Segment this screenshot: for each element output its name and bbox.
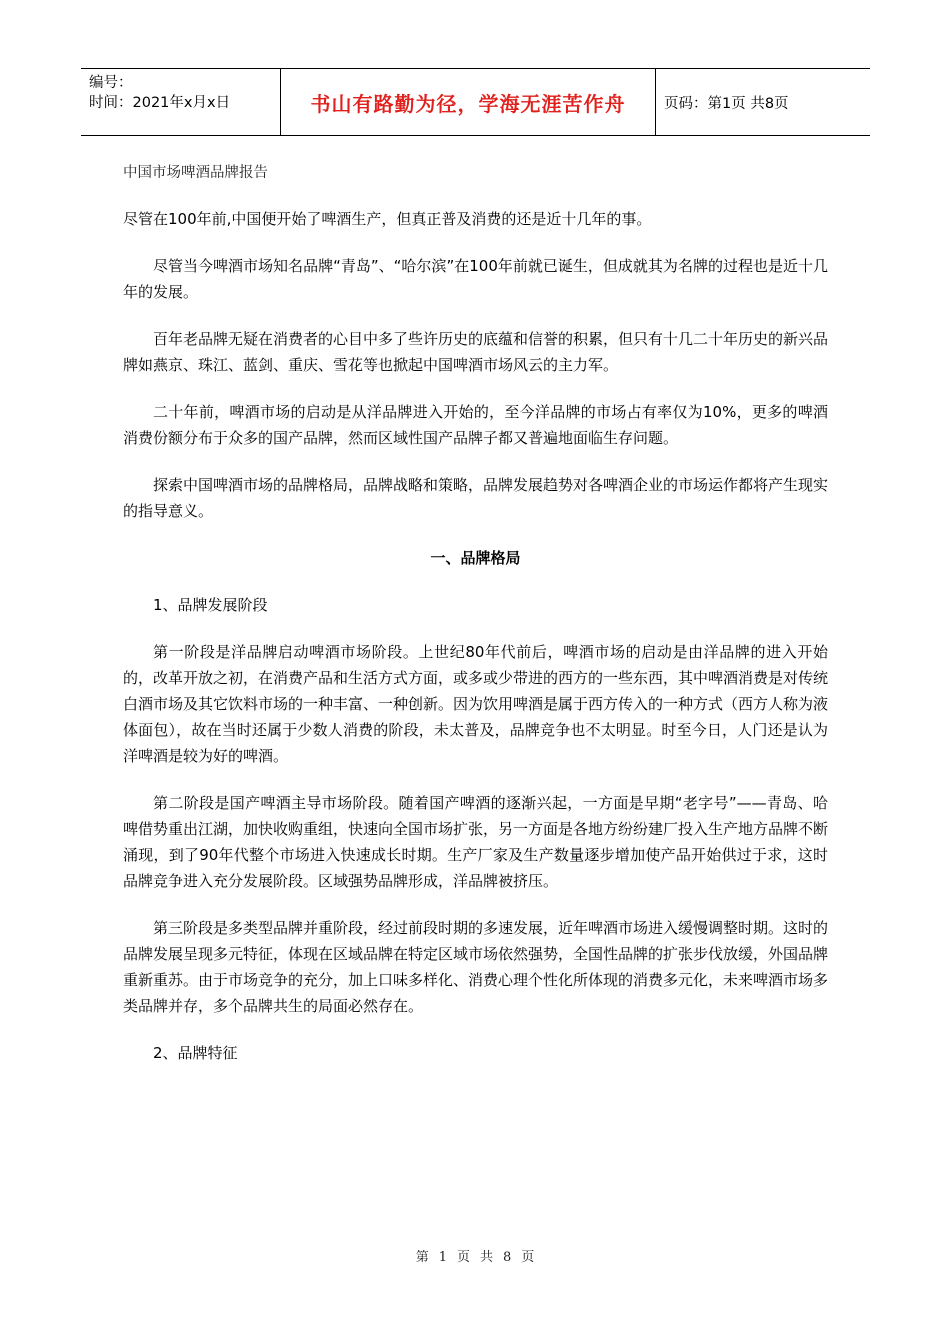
header-meta-cell [81,69,281,135]
number-label: 编号： [89,75,133,91]
page-info: 页码：第1页 共8页 [664,95,789,112]
paragraph: 尽管在100年前,中国便开始了啤酒生产，但真正普及消费的还是近十几年的事。 [123,210,652,228]
subheading: 2、品牌特征 [153,1044,238,1062]
footer-text: 共 [480,1250,494,1265]
footer-text: 页 [521,1250,535,1265]
footer-text: 第 [415,1250,429,1265]
document-title: 中国市场啤酒品牌报告 [123,165,268,181]
paragraph: 第一阶段是洋品牌启动啤酒市场阶段。上世纪80年代前后，啤酒市场的启动是由洋品牌的进入开始的，改革开放之初，在消费产品和生活方式方面，或多或少带进的西方的一些东西，其中啤酒消费是对传统白酒市场及其它饮料市场的一种丰富、一种创新。因为饮用啤酒是属于西方传入的一种方式（西方人称为液体面包），故在当时还属于少数人消费的阶段，未太普及，品牌竞争也不太明显。时至今日，人门还是认为洋啤酒是较为好的啤酒。 [123,643,829,765]
header-page-cell [656,69,870,135]
section-heading: 一、品牌格局 [430,549,521,567]
paragraph: 第三阶段是多类型品牌并重阶段，经过前段时期的多速发展，近年啤酒市场进入缓慢调整时期。这时的品牌发展呈现多元特征，体现在区域品牌在特定区域市场依然强势，全国性品牌的扩张步伐放缓，外国品牌重新重苏。由于市场竞争的充分，加上口味多样化、消费心理个性化所体现的消费多元化，未来啤酒市场多类品牌并存，多个品牌共生的局面必然存在。 [123,919,829,1015]
paragraph: 百年老品牌无疑在消费者的心目中多了些许历史的底蕴和信誉的积累，但只有十几二十年历史的新兴品牌如燕京、珠江、蓝剑、重庆、雪花等也掀起中国啤酒市场风云的主力军。 [123,330,829,374]
paragraph: 二十年前，啤酒市场的启动是从洋品牌进入开始的，至今洋品牌的市场占有率仅为10%，更多的啤酒消费份额分布于众多的国产品牌，然而区域性国产品牌子都又普遍地面临生存问题。 [123,403,828,447]
document-body [123,160,828,1087]
page-header [81,68,870,136]
footer-page-number: 1 [438,1250,447,1265]
motto: 书山有路勤为径，学海无涯苦作舟 [310,91,626,116]
paragraph: 探索中国啤酒市场的品牌格局，品牌战略和策略，品牌发展趋势对各啤酒企业的市场运作都将产生现实的指导意义。 [123,476,829,520]
footer-text: 页 [456,1250,470,1265]
page-footer [0,1246,950,1265]
paragraph: 尽管当今啤酒市场知名品牌“青岛”、“哈尔滨”在100年前就已诞生，但成就其为名牌的过程也是近十几年的发展。 [123,257,828,301]
time-label: 时间：2021年x月x日 [89,95,231,111]
subheading: 1、品牌发展阶段 [153,596,268,614]
header-motto-cell [281,69,656,135]
footer-total-pages: 8 [503,1250,512,1265]
paragraph: 第二阶段是国产啤酒主导市场阶段。随着国产啤酒的逐渐兴起，一方面是早期“老字号”——青岛、哈啤借势重出江湖，加快收购重组，快速向全国市场扩张，另一方面是各地方纷纷建厂投入生产地方品牌不断涌现，到了90年代整个市场进入快速成长时期。生产厂家及生产数量逐步增加使产品开始供过于求，这时品牌竞争进入充分发展阶段。区域强势品牌形成，洋品牌被挤压。 [123,794,829,890]
